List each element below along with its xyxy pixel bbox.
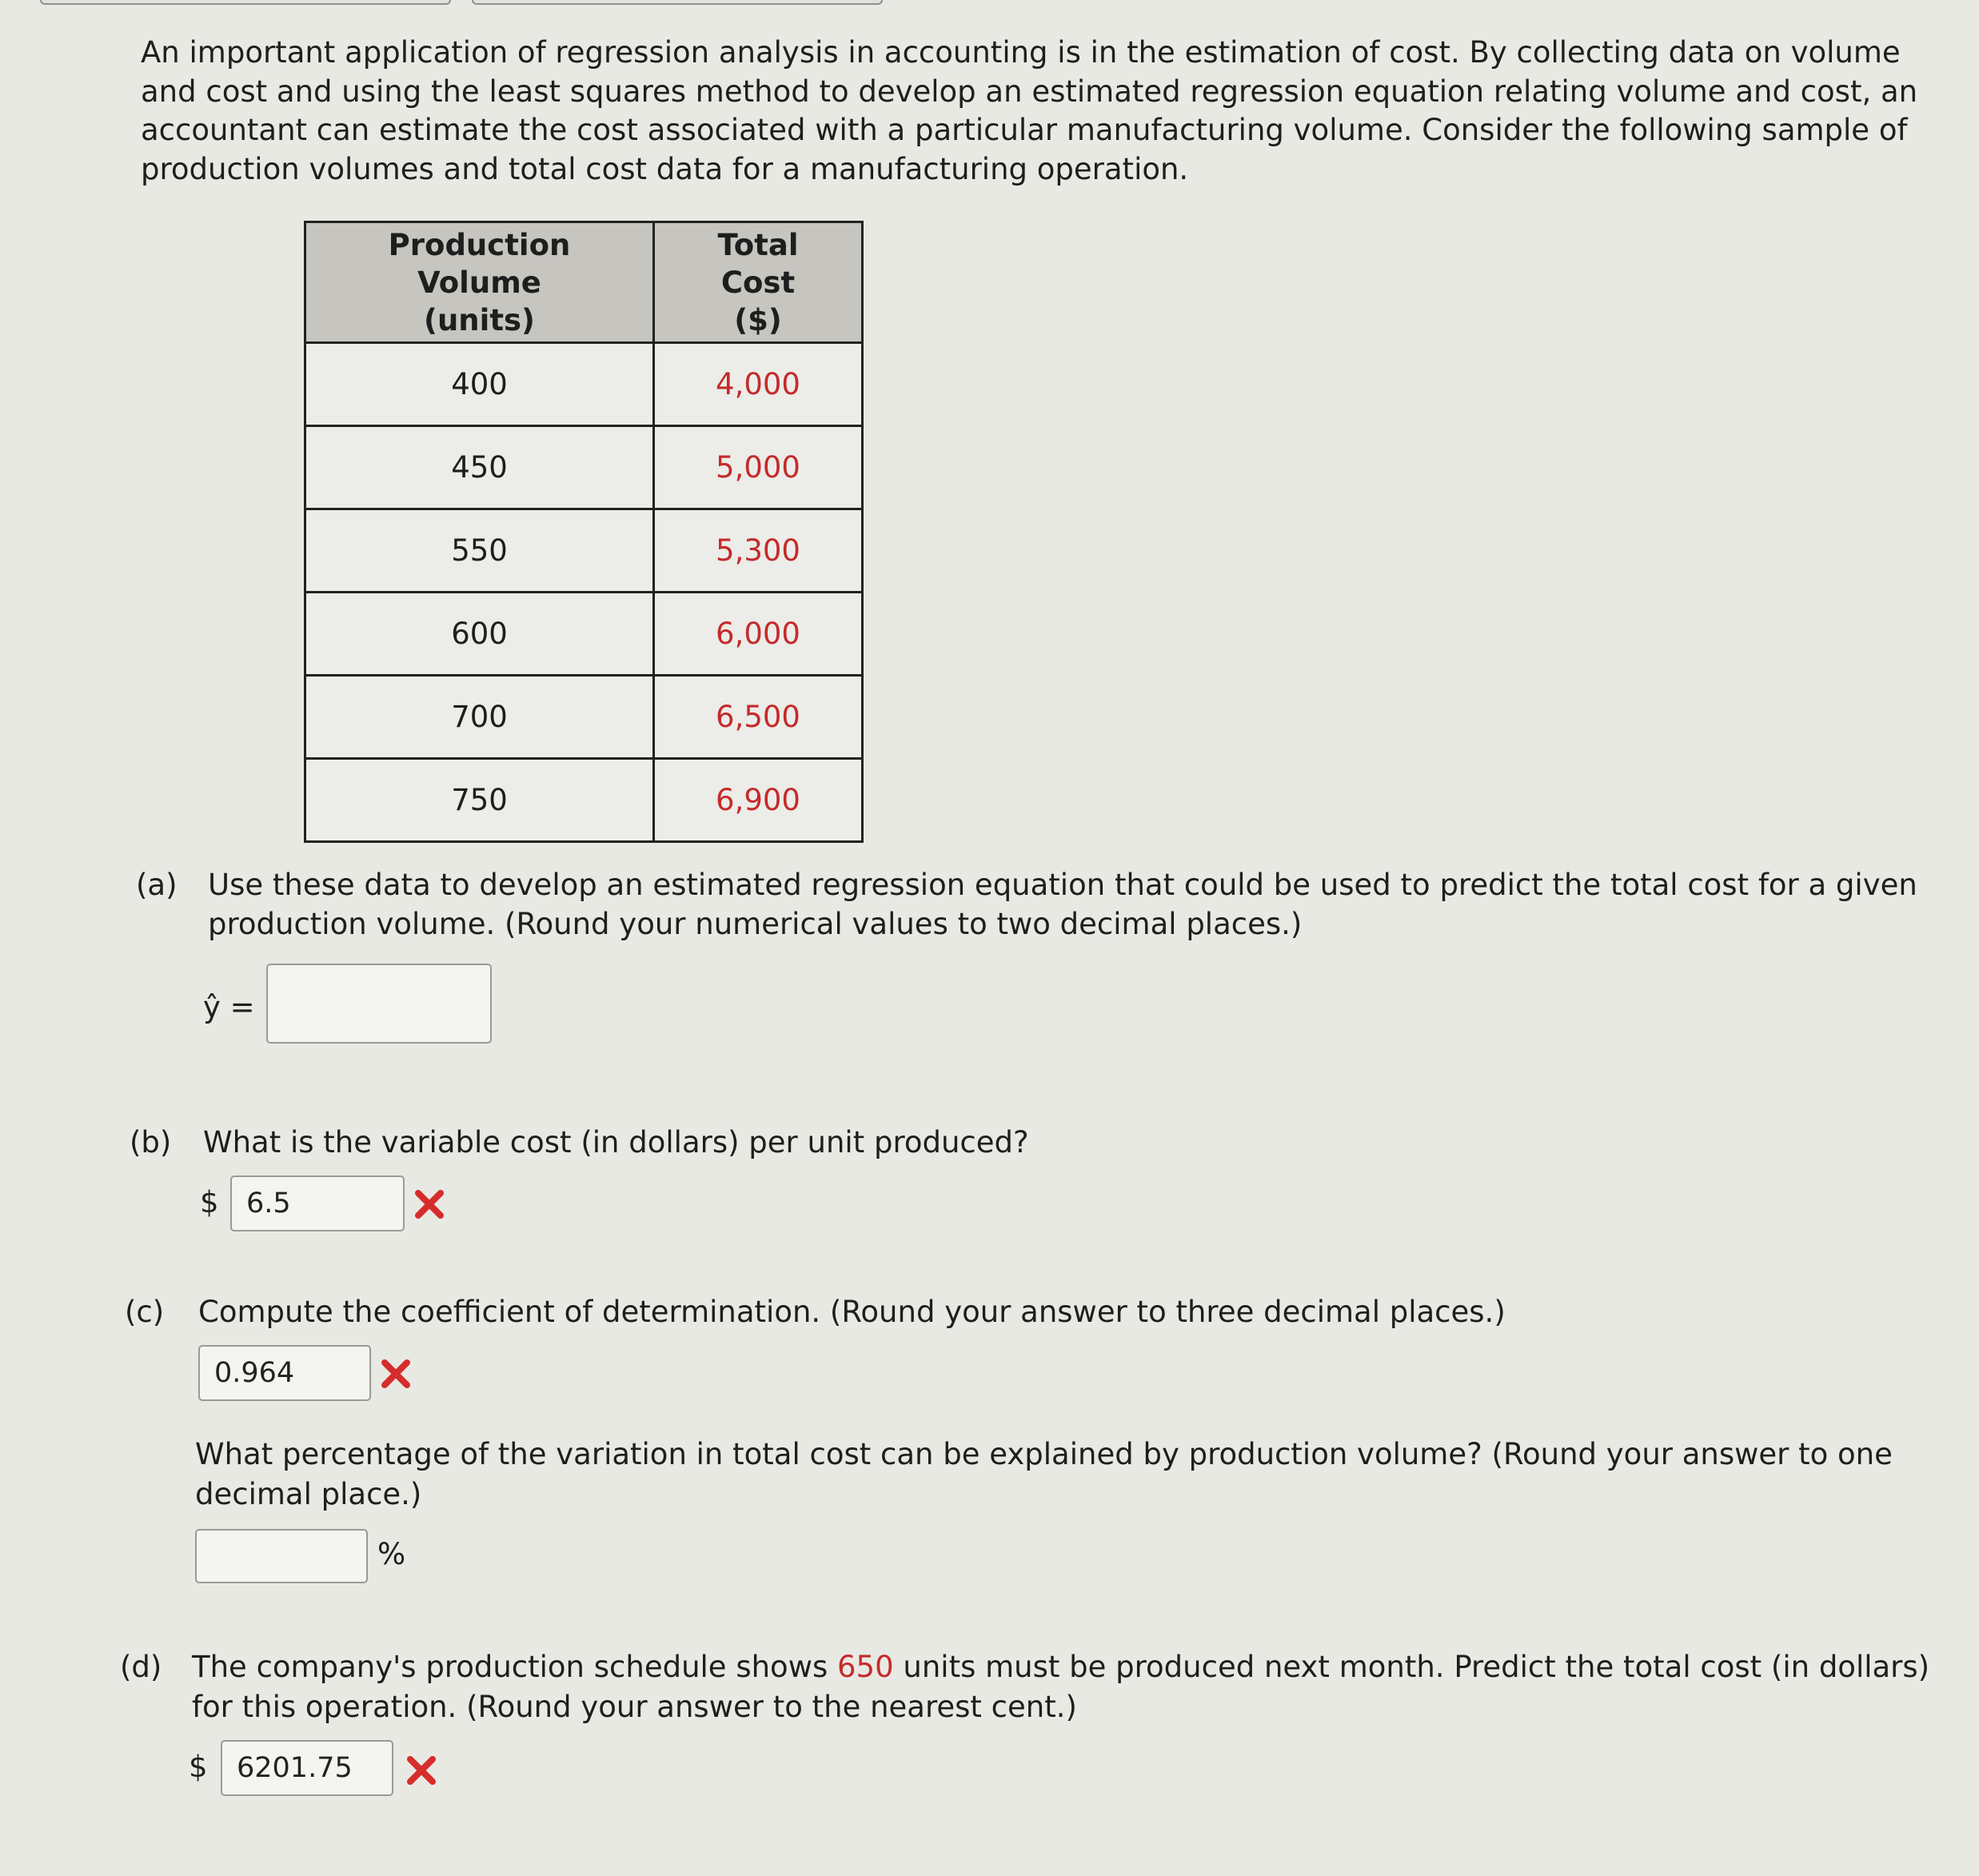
coefficient-of-determination-input[interactable]: 0.964	[198, 1345, 371, 1401]
part-c-question	[125, 1292, 1916, 1332]
table-row	[305, 426, 863, 509]
cost-cell: 6,900	[654, 759, 863, 842]
top-tab-right[interactable]	[472, 0, 883, 5]
volume-cell: 600	[305, 593, 654, 676]
table-row	[305, 509, 863, 593]
incorrect-x-icon	[378, 1356, 413, 1391]
table-header-row	[305, 222, 863, 343]
part-a-text-line1: Use these data to develop an estimated regression equation that could be used to predict the total cost for a given	[208, 868, 1917, 902]
intro-paragraph: An important application of regression analysis in accounting is in the estimation of cost. By collecting data on volume and cost and using the least squares method to develop an estimated regression equation relating volume and cost, an accountant can estimate the cost associated with a particular manufacturing volume. Consider the following sample of production volumes and total cost data for a manufacturing operation.	[141, 35, 1918, 186]
part-c-percentage-question	[195, 1435, 1954, 1515]
percentage-input[interactable]	[195, 1529, 368, 1583]
table-row	[305, 676, 863, 759]
part-c-text: Compute the coefficient of determination. (Round your answer to three decimal places.)	[198, 1295, 1506, 1329]
regression-equation-input[interactable]	[266, 964, 492, 1044]
volume-cell: 700	[305, 676, 654, 759]
cost-cell: 6,000	[654, 593, 863, 676]
incorrect-x-icon	[404, 1753, 439, 1788]
part-b-label: (b)	[130, 1125, 172, 1160]
percentage-question-line1: What percentage of the variation in total cost can be explained by production volume? (Round your answer to one	[195, 1437, 1893, 1471]
volume-cell: 750	[305, 759, 654, 842]
cost-cell: 5,300	[654, 509, 863, 593]
incorrect-x-icon	[412, 1187, 447, 1222]
part-d-text-line1: The company's production schedule shows 650 units must be produced next month. Predict the total cost (in dollars)	[192, 1650, 1930, 1684]
volume-cell: 400	[305, 343, 654, 426]
part-d-text-line2: for this operation. (Round your answer to the nearest cent.)	[192, 1690, 1077, 1724]
part-a-question	[136, 865, 1927, 945]
top-tab-left[interactable]	[40, 0, 451, 5]
volume-cell: 450	[305, 426, 654, 509]
total-cost-prediction-input[interactable]: 6201.75	[221, 1740, 393, 1796]
volume-cell: 550	[305, 509, 654, 593]
data-table	[304, 221, 864, 843]
variable-cost-input[interactable]: 6.5	[230, 1175, 405, 1231]
percentage-question-line2: decimal place.)	[195, 1477, 422, 1511]
table-row	[305, 759, 863, 842]
header-production-volume: Production Volume (units)	[305, 222, 654, 343]
dollar-sign: $	[189, 1750, 208, 1784]
percent-sign: %	[377, 1537, 406, 1571]
units-value: 650	[837, 1650, 894, 1684]
cost-cell: 5,000	[654, 426, 863, 509]
dollar-sign: $	[200, 1185, 219, 1219]
cost-cell: 4,000	[654, 343, 863, 426]
part-a-text-line2: production volume. (Round your numerical values to two decimal places.)	[208, 907, 1303, 941]
part-c-label: (c)	[125, 1295, 165, 1329]
part-d-label: (d)	[120, 1650, 162, 1684]
part-b-question	[130, 1123, 1921, 1163]
cost-cell: 6,500	[654, 676, 863, 759]
part-a-label: (a)	[136, 868, 178, 902]
header-total-cost: Total Cost ($)	[654, 222, 863, 343]
table-row	[305, 343, 863, 426]
table-row	[305, 593, 863, 676]
yhat-label: ŷ =	[203, 990, 255, 1024]
part-d-question	[120, 1647, 1943, 1727]
part-b-text: What is the variable cost (in dollars) per unit produced?	[203, 1125, 1029, 1160]
